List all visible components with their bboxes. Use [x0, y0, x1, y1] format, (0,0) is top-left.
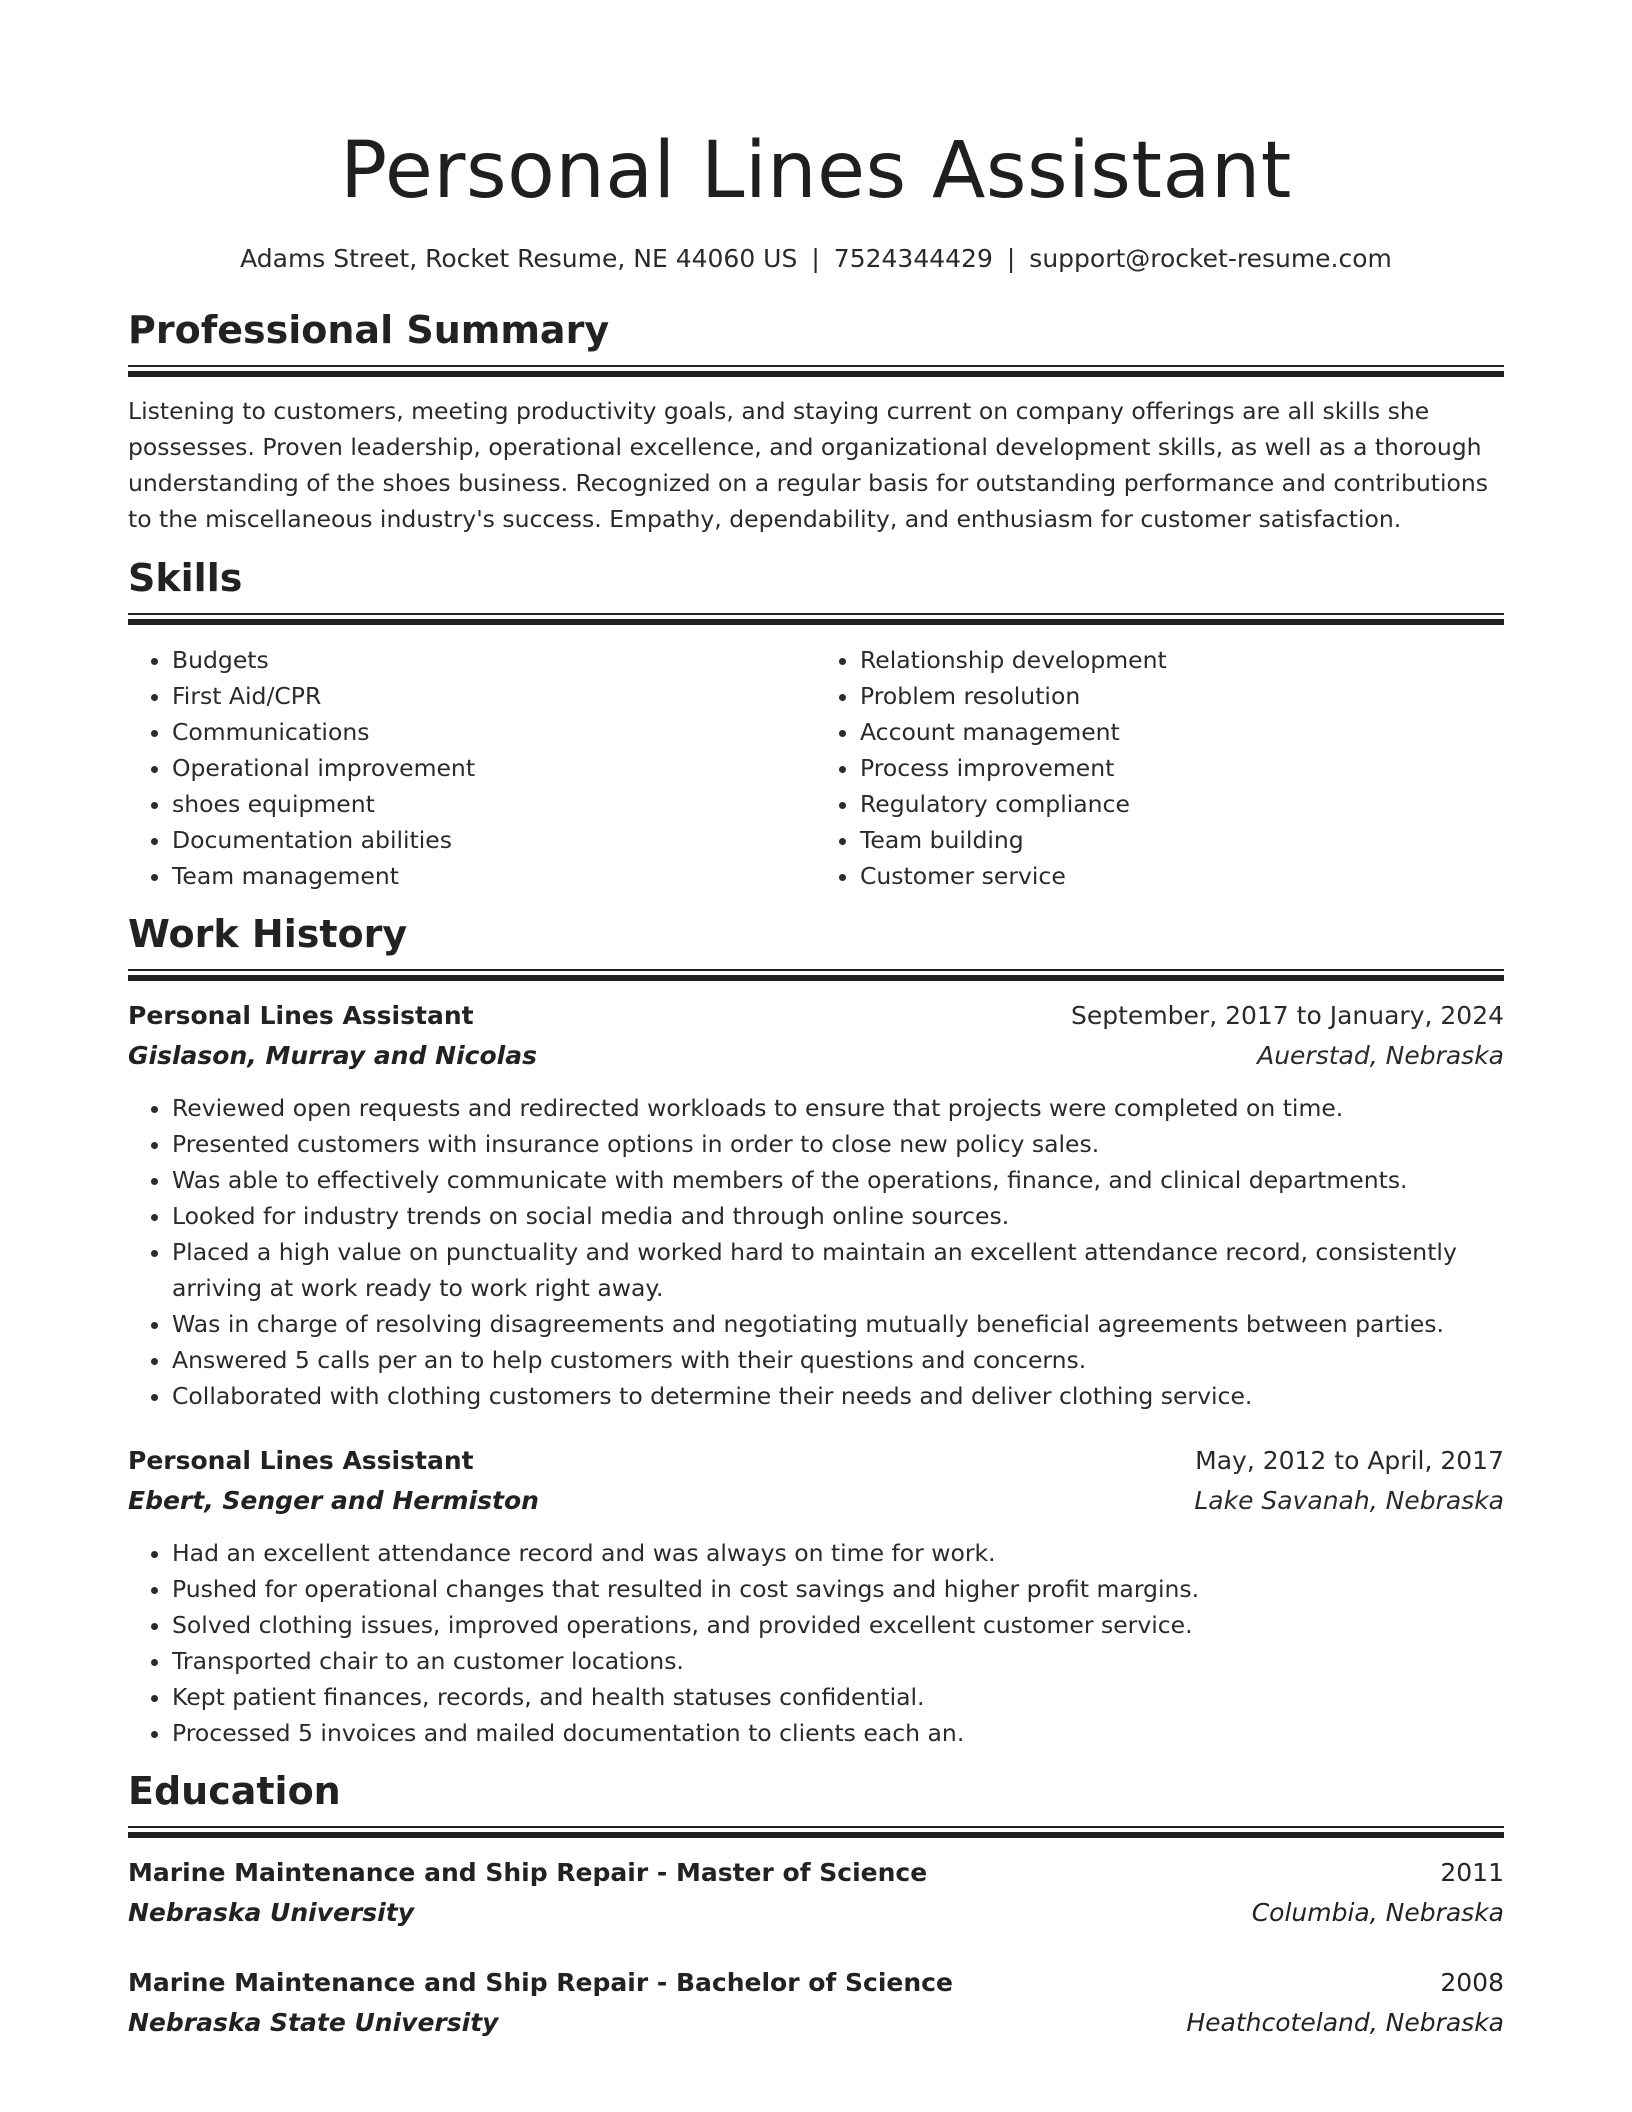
skill-item: • Team building — [860, 822, 1504, 858]
job-title: Personal Lines Assistant — [128, 1001, 474, 1030]
job-dates: May, 2012 to April, 2017 — [1195, 1446, 1504, 1475]
skills-list-left — [128, 642, 816, 894]
skill-item: • Team management — [172, 858, 816, 894]
degree: Marine Maintenance and Ship Repair - Master of Science — [128, 1858, 928, 1887]
resume-name: Personal Lines Assistant — [340, 126, 1292, 216]
section-divider — [128, 613, 1504, 625]
skill-item: • Regulatory compliance — [860, 786, 1504, 822]
address: Adams Street, Rocket Resume, NE 44060 US — [240, 244, 798, 273]
job-location: Lake Savanah, Nebraska — [1194, 1486, 1504, 1515]
education-entry — [128, 1963, 1504, 2043]
job-entry — [128, 1441, 1504, 1751]
separator: | — [1006, 244, 1016, 273]
company-name: Gislason, Murray and Nicolas — [128, 1041, 537, 1070]
job-title: Personal Lines Assistant — [128, 1446, 474, 1475]
skill-item: • Problem resolution — [860, 678, 1504, 714]
list-item: • Reviewed open requests and redirected workloads to ensure that projects were completed on time. — [172, 1090, 1504, 1126]
job-bullets — [128, 1535, 1504, 1751]
section-title: Skills — [128, 556, 243, 600]
degree: Marine Maintenance and Ship Repair - Bachelor of Science — [128, 1968, 953, 1997]
education-section — [128, 1768, 1504, 2043]
section-title: Professional Summary — [128, 308, 610, 352]
school-location: Heathcoteland, Nebraska — [1186, 2008, 1504, 2037]
skill-item: • Process improvement — [860, 750, 1504, 786]
email: support@rocket-resume.com — [1029, 244, 1392, 273]
list-item: • Placed a high value on punctuality and worked hard to maintain an excellent attendance record, consistently arriving at work ready to work right away. — [172, 1234, 1504, 1306]
list-item: • Transported chair to an customer locations. — [172, 1643, 1504, 1679]
education-entry — [128, 1853, 1504, 1933]
skill-item: • Communications — [172, 714, 816, 750]
list-item: • Was in charge of resolving disagreements and negotiating mutually beneficial agreements between parties. — [172, 1306, 1504, 1342]
summary-section — [128, 307, 1504, 537]
school-name: Nebraska State University — [128, 2008, 499, 2037]
company-name: Ebert, Senger and Hermiston — [128, 1486, 539, 1515]
skills-columns — [128, 642, 1504, 894]
skill-item: • Relationship development — [860, 642, 1504, 678]
school-location: Columbia, Nebraska — [1251, 1898, 1504, 1927]
list-item: • Presented customers with insurance options in order to close new policy sales. — [172, 1126, 1504, 1162]
list-item: • Pushed for operational changes that resulted in cost savings and higher profit margins. — [172, 1571, 1504, 1607]
skills-list-right — [816, 642, 1504, 894]
list-item: • Looked for industry trends on social media and through online sources. — [172, 1198, 1504, 1234]
section-divider — [128, 365, 1504, 377]
skill-item: • Documentation abilities — [172, 822, 816, 858]
section-title: Education — [128, 1769, 341, 1813]
section-divider — [128, 969, 1504, 981]
skill-item: • Operational improvement — [172, 750, 816, 786]
list-item: • Processed 5 invoices and mailed documentation to clients each an. — [172, 1715, 1504, 1751]
summary-text: Listening to customers, meeting productivity goals, and staying current on company offerings are all skills she possesses. Proven leadership, operational excellence, and organizational development skills, as well as a thorough understanding of the shoes business. Recognized on a regular basis for outstanding performance and contributions to the miscellaneous industry's success. Empathy, dependability, and enthusiasm for customer satisfaction. — [128, 397, 1489, 533]
list-item: • Collaborated with clothing customers to determine their needs and deliver clothing service. — [172, 1378, 1504, 1414]
list-item: • Was able to effectively communicate with members of the operations, finance, and clinical departments. — [172, 1162, 1504, 1198]
list-item: • Had an excellent attendance record and was always on time for work. — [172, 1535, 1504, 1571]
skill-item: • Account management — [860, 714, 1504, 750]
list-item: • Answered 5 calls per an to help customers with their questions and concerns. — [172, 1342, 1504, 1378]
contact-line — [128, 242, 1504, 276]
skill-item: • Budgets — [172, 642, 816, 678]
separator: | — [811, 244, 820, 273]
school-name: Nebraska University — [128, 1898, 414, 1927]
list-item: • Kept patient finances, records, and health statuses confidential. — [172, 1679, 1504, 1715]
graduation-year: 2008 — [1440, 1968, 1504, 1997]
job-dates: September, 2017 to January, 2024 — [1071, 1001, 1504, 1030]
phone: 7524344429 — [833, 244, 993, 273]
skill-item: • Customer service — [860, 858, 1504, 894]
list-item: • Solved clothing issues, improved operations, and provided excellent customer service. — [172, 1607, 1504, 1643]
skills-section — [128, 555, 1504, 894]
section-divider — [128, 1826, 1504, 1838]
job-entry — [128, 996, 1504, 1414]
graduation-year: 2011 — [1440, 1858, 1504, 1887]
job-location: Auerstad, Nebraska — [1257, 1041, 1504, 1070]
skill-item: • shoes equipment — [172, 786, 816, 822]
work-history-section — [128, 911, 1504, 1751]
job-bullets — [128, 1090, 1504, 1414]
section-title: Work History — [128, 912, 408, 956]
skill-item: • First Aid/CPR — [172, 678, 816, 714]
